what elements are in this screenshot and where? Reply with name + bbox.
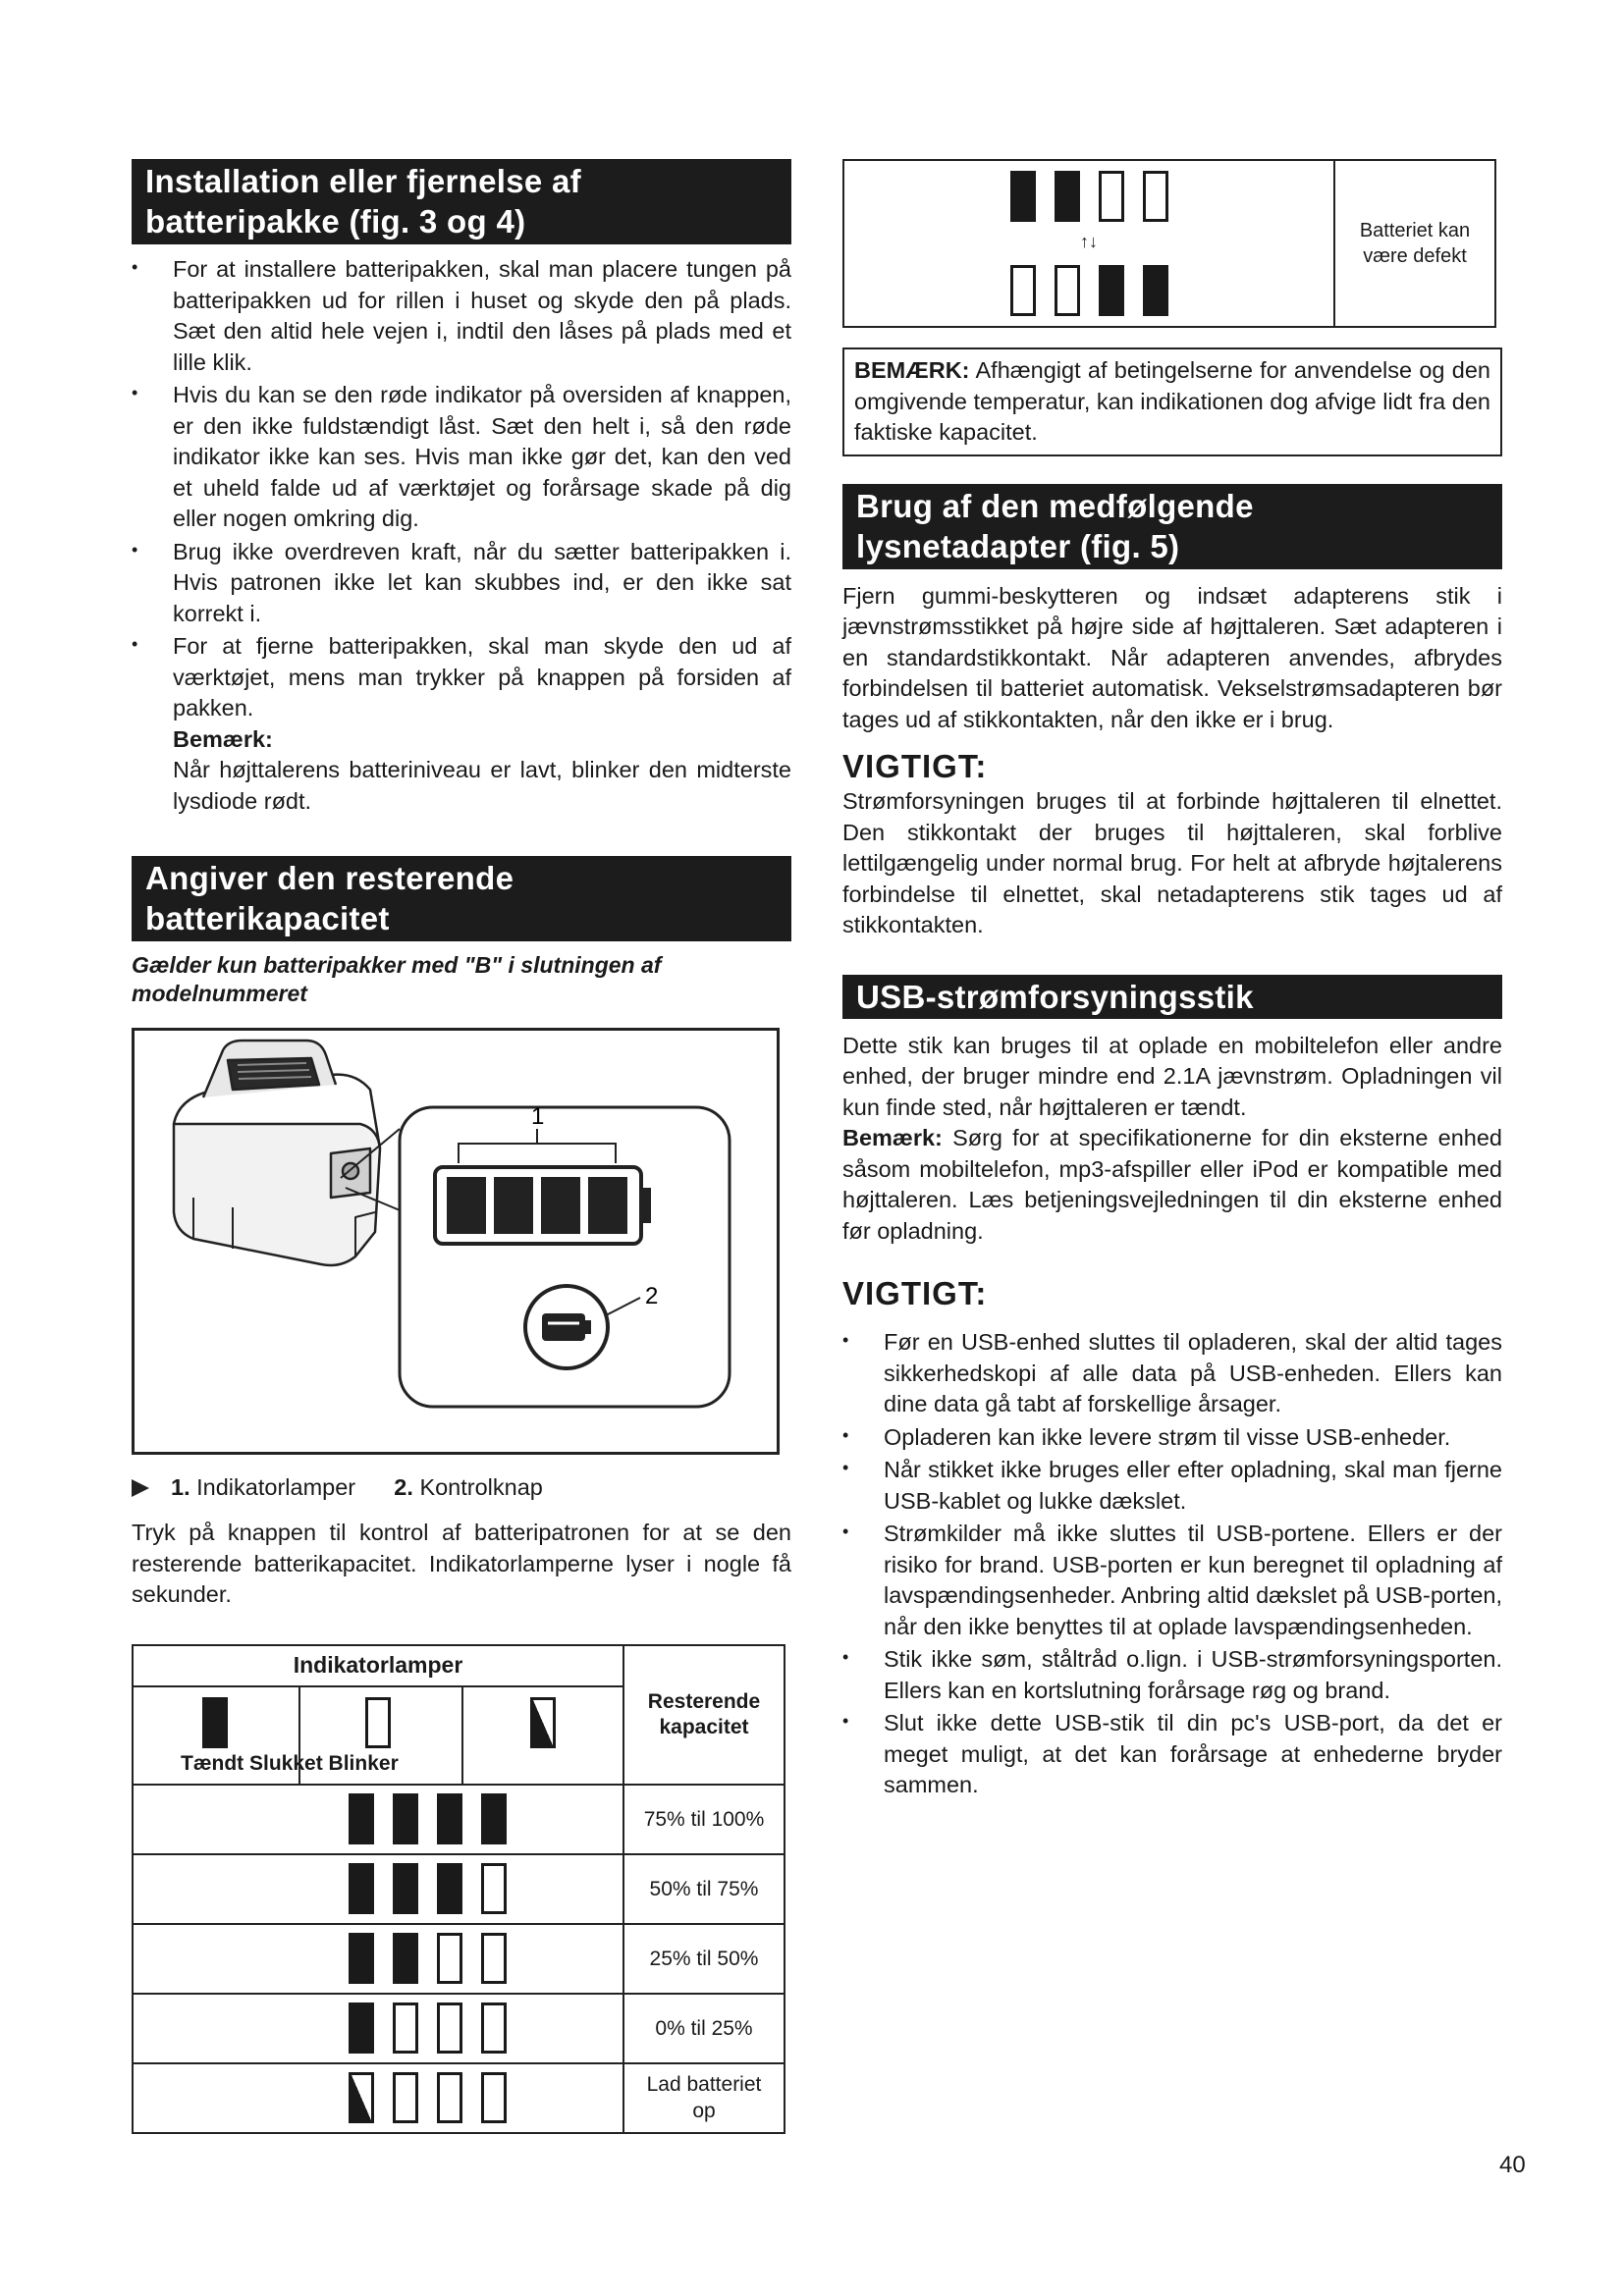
- lamp-group: [232, 2002, 623, 2054]
- usb-note: [842, 1123, 1502, 1247]
- battery-pack-drawing: [174, 1041, 380, 1265]
- caption-text: Indikatorlamper: [196, 1474, 356, 1500]
- right-column: [842, 159, 1502, 1801]
- legend-off-label: Slukket: [249, 1751, 323, 1775]
- installation-bullet-list: [132, 254, 791, 817]
- heading-line: Installation eller fjernelse af: [145, 163, 581, 199]
- legend-labels: [181, 1752, 399, 1776]
- table-header-lamps: Indikatorlamper: [133, 1645, 623, 1686]
- bullet-item: • Hvis du kan se den røde indikator på oversiden af knappen, er den ikke fuldstændigt låst. Sæt den helt i, så den røde indikator ikke kan ses. Hvis man ikke gør det, kan den ved et uheld falde ud af værktøjet og forårsage skade på dig eller nogen omkring dig.: [132, 380, 791, 535]
- lamp-on-icon: [393, 1793, 418, 1844]
- caption-number: 2.: [394, 1474, 413, 1500]
- section-heading-usb: [842, 975, 1502, 1019]
- lamp-on-icon: [349, 2002, 374, 2054]
- lamp-off-icon: [481, 1933, 507, 1984]
- lamp-off-icon: [437, 2002, 462, 2054]
- bullet-item: • Slut ikke dette USB-stik til din pc's USB-port, da det er meget muligt, at det kan forårsage at enhederne bryder sammen.: [842, 1708, 1502, 1801]
- capacity-label: 25% til 50%: [623, 1924, 785, 1994]
- lamp-off-icon: [481, 2072, 507, 2123]
- indicator-lamps-cell: [133, 2063, 623, 2133]
- indicator-row: [133, 1994, 785, 2063]
- defect-label: Batteriet kan være defekt: [1334, 160, 1495, 327]
- capacity-label: 0% til 25%: [623, 1994, 785, 2063]
- usb-note-text: Sørg for at specifikationerne for din eksterne enhed såsom mobiltelefon, mp3-afspiller eller iPod er kompatible med højttaleren. Læs betjeningsvejledningen til din eksterne enhed før opladning.: [842, 1125, 1502, 1244]
- section-heading-installation: [132, 159, 791, 244]
- heading-line: lysnetadapter (fig. 5): [856, 527, 1180, 564]
- legend-blink-label: Blinker: [328, 1751, 399, 1775]
- triangle-pointer-icon: [132, 1479, 149, 1497]
- indicator-row: [133, 2063, 785, 2133]
- section-heading-capacity: [132, 856, 791, 941]
- note-text: Når højttalerens batteriniveau er lavt, blinker den midterste lysdiode rødt.: [173, 757, 791, 814]
- lamp-on-icon: [1055, 171, 1080, 222]
- lamp-on-icon: [393, 1863, 418, 1914]
- lamp-off-icon: [1010, 265, 1036, 316]
- remark-text: Afhængigt af betingelserne for anvendelse og den omgivende temperatur, kan indikationen dog afvige lidt fra den faktiske kapacitet.: [854, 357, 1490, 445]
- lamp-group: [232, 1933, 623, 1984]
- remark-label: BEMÆRK:: [854, 357, 970, 383]
- indicator-lamps-cell: [133, 1924, 623, 1994]
- important-heading: VIGTIGT:: [842, 748, 988, 784]
- bullet-text: For at fjerne batteripakken, skal man skyde den ud af værktøjet, mens man trykker på knappen på forsiden af pakken.: [173, 633, 791, 721]
- indicator-lamps-drawing: [435, 1167, 651, 1244]
- usb-paragraph: Dette stik kan bruges til at oplade en mobiltelefon eller andre enhed, der bruger mindre end 2.1A jævnstrøm. Opladningen vil kun finde sted, når højttaleren er tændt.: [842, 1032, 1502, 1120]
- lamp-on-icon: [349, 1863, 374, 1914]
- legend-on-label: Tændt: [181, 1751, 244, 1775]
- lamp-on-icon: [1143, 265, 1168, 316]
- heading-line: batterikapacitet: [145, 900, 390, 936]
- defect-table: [842, 159, 1496, 328]
- lamp-on-icon: [437, 1793, 462, 1844]
- lamp-on-icon: [1099, 265, 1124, 316]
- lamp-on-icon: [349, 1933, 374, 1984]
- battery-illustration: [135, 1031, 777, 1452]
- table-header-capacity: Resterende kapacitet: [623, 1645, 785, 1785]
- caption-number: 1.: [171, 1474, 190, 1500]
- important-paragraph: Strømforsyningen bruges til at forbinde højttaleren til elnettet. Den stikkontakt der bruges til højttaleren, skal forblive lettilgængelig under normal brug. For helt at afbryde højtalerens forbindelse til elnettet, skal netadapterens stik tages ud af stikkontakten.: [842, 788, 1502, 937]
- lamp-on-icon: [349, 1793, 374, 1844]
- lamp-on-icon: [393, 1933, 418, 1984]
- lamp-off-icon: [437, 2072, 462, 2123]
- capacity-label: 50% til 75%: [623, 1854, 785, 1924]
- bullet-item: • Når stikket ikke bruges eller efter opladning, skal man fjerne USB-kablet og lukke dækslet.: [842, 1455, 1502, 1517]
- indicator-table: [132, 1644, 785, 2134]
- lamp-off-icon: [1143, 171, 1168, 222]
- legend-on-lamp-icon: [202, 1697, 228, 1748]
- bullet-item: • Brug ikke overdreven kraft, når du sætter batteripakken i. Hvis patronen ikke let kan skubbes ind, er den ikke sat korrekt i.: [132, 537, 791, 630]
- figure-caption: [132, 1472, 791, 1502]
- lamp-off-icon: [393, 2072, 418, 2123]
- indicator-lamps-cell: [133, 1994, 623, 2063]
- legend-divider: [461, 1687, 463, 1784]
- lamp-off-icon: [481, 1863, 507, 1914]
- bullet-item: • Før en USB-enhed sluttes til opladeren, skal der altid tages sikkerhedskopi af alle data på USB-enheden. Ellers kan dine data gå tabt af forskellige årsager.: [842, 1327, 1502, 1420]
- lamp-off-icon: [437, 1933, 462, 1984]
- section-heading-adapter: [842, 484, 1502, 569]
- heading-line: Brug af den medfølgende: [856, 487, 1254, 524]
- figure-label-1: 1: [531, 1103, 545, 1130]
- remark-box: [842, 347, 1502, 456]
- bullet-item: • For at installere batteripakken, skal man placere tungen på batteripakken ud for rillen i huset og skyde den på plads. Sæt den altid hele vejen i, indtil den låses på plads med et lille klik.: [132, 254, 791, 378]
- figure-label-2: 2: [645, 1283, 659, 1309]
- indicator-row: [133, 1785, 785, 1854]
- capacity-subtitle: Gælder kun batteripakker med "B" i slutningen af modelnummeret: [132, 952, 662, 1006]
- indicator-lamps-cell: [133, 1854, 623, 1924]
- legend-off-lamp-icon: [365, 1697, 391, 1748]
- legend-cell: [133, 1686, 623, 1785]
- usb-important-heading: VIGTIGT:: [842, 1275, 988, 1311]
- heading-line: USB-strømforsyningsstik: [856, 978, 1254, 1015]
- defect-bottom-lamps: [844, 265, 1333, 316]
- page-number: 40: [1499, 2152, 1526, 2178]
- adapter-paragraph: Fjern gummi-beskytteren og indsæt adapterens stik i jævnstrømsstikket på højre side af højttaleren. Sæt adapteren i en standardstikkontakt. Når adapteren anvendes, afbrydes forbindelsen til batteriet automatisk. Vekselstrømsadapteren bør tages ud af stikkontakten, når den ikke er i brug.: [842, 582, 1502, 732]
- swap-arrows-icon: ↑↓: [1080, 232, 1098, 251]
- lamp-group: [232, 1863, 623, 1914]
- bullet-item: • Strømkilder må ikke sluttes til USB-portene. Ellers er der risiko for brand. USB-porten er kun beregnet til opladning af lavspændingsenheder. Anbring altid dækslet på USB-porten, når den ikke benyttes til at oplade lavspændingsenheden.: [842, 1519, 1502, 1642]
- bullet-item: [132, 631, 791, 817]
- lamp-off-icon: [481, 2002, 507, 2054]
- indicator-rows: [133, 1785, 785, 2133]
- lamp-on-icon: [481, 1793, 507, 1844]
- heading-line: Angiver den resterende: [145, 860, 514, 896]
- battery-figure: [132, 1028, 780, 1455]
- check-button-drawing: [525, 1286, 608, 1368]
- note-label: Bemærk:: [173, 725, 273, 752]
- defect-top-lamps: [844, 171, 1333, 222]
- left-column: [132, 159, 791, 2134]
- legend-blink-lamp-icon: [530, 1697, 556, 1748]
- usb-bullet-list: [842, 1327, 1502, 1801]
- lamp-on-icon: [437, 1863, 462, 1914]
- capacity-label: 75% til 100%: [623, 1785, 785, 1854]
- caption-text: Kontrolknap: [419, 1474, 543, 1500]
- heading-line: batteripakke (fig. 3 og 4): [145, 203, 526, 240]
- lamp-off-icon: [1099, 171, 1124, 222]
- indicator-lamps-cell: [133, 1785, 623, 1854]
- indicator-row: [133, 1854, 785, 1924]
- defect-lamps-cell: [843, 160, 1334, 327]
- lamp-group: [232, 1793, 623, 1844]
- bullet-item: • Stik ikke søm, ståltråd o.lign. i USB-strømforsyningsporten. Ellers kan en kortslutning forårsage røg og brand.: [842, 1644, 1502, 1706]
- lamp-off-icon: [1055, 265, 1080, 316]
- indicator-row: [133, 1924, 785, 1994]
- bullet-item: • Opladeren kan ikke levere strøm til visse USB-enheder.: [842, 1422, 1502, 1454]
- capacity-paragraph: Tryk på knappen til kontrol af batteripatronen for at se den resterende batterikapacitet. Indikatorlamperne lyser i nogle få sekunder.: [132, 1520, 791, 1607]
- lamp-blink-icon: [349, 2072, 374, 2123]
- lamp-group: [232, 2072, 623, 2123]
- lamp-on-icon: [1010, 171, 1036, 222]
- usb-note-label: Bemærk:: [842, 1125, 943, 1150]
- lamp-off-icon: [393, 2002, 418, 2054]
- capacity-label: Lad batteriet op: [623, 2063, 785, 2133]
